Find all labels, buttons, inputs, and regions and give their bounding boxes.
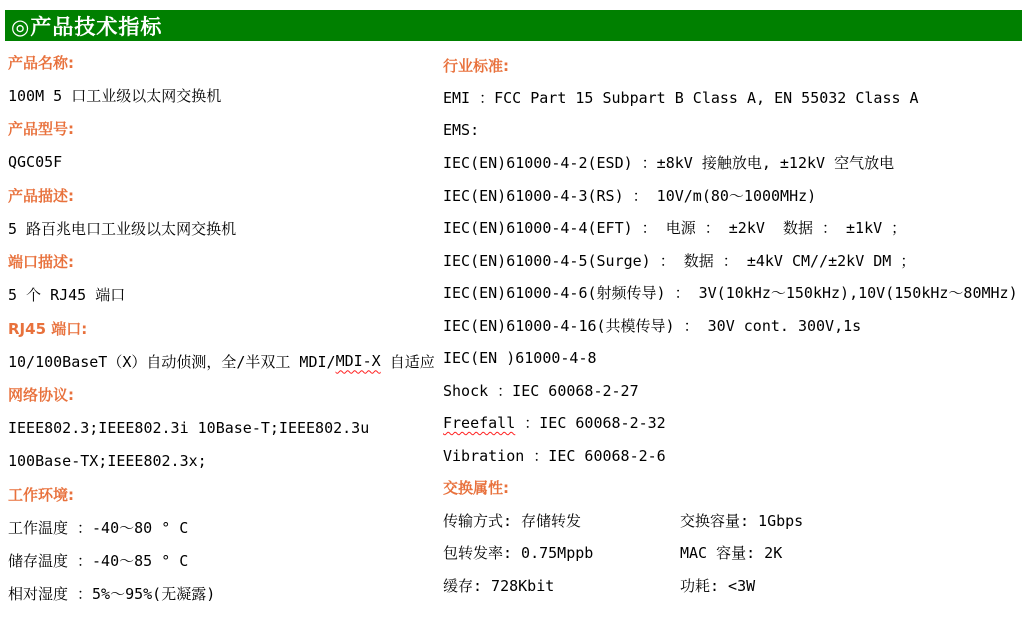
- spec-line: [8, 345, 443, 378]
- spec-line-text: 自适应: [380, 352, 435, 371]
- spec-line: 5 个 RJ45 端口: [8, 286, 126, 305]
- content: [0, 41, 1029, 610]
- attr-row: [443, 504, 1029, 537]
- right-column: [443, 41, 1029, 610]
- attr-cell: 功耗: <3W: [680, 576, 756, 595]
- heading-product-description: 产品描述:: [8, 186, 74, 205]
- section-header-bar: [5, 10, 1022, 41]
- attr-cell: 包转发率: 0.75Mppb: [443, 544, 594, 563]
- heading-industry-standard: 行业标准:: [443, 56, 509, 75]
- attr-cell: 交换容量: 1Gbps: [680, 511, 804, 530]
- spec-line: IEC(EN )61000-4-8: [443, 348, 597, 367]
- spec-line: EMS:: [443, 121, 480, 140]
- spec-line: QGC05F: [8, 153, 63, 172]
- heading-working-environment: 工作环境:: [8, 485, 74, 504]
- attr-cell: MAC 容量: 2K: [680, 544, 783, 563]
- left-column: [8, 41, 443, 610]
- spec-line-text: 10/100BaseT（X）自动侦测，全/半双工 MDI/: [8, 352, 336, 371]
- heading-port-description: 端口描述:: [8, 253, 74, 272]
- heading-switch-attributes: 交换属性:: [443, 479, 509, 498]
- attr-row: [443, 537, 1029, 570]
- spec-line: EMI ：FCC Part 15 Subpart B Class A, EN 55032 Class A: [443, 89, 919, 108]
- spec-line: IEC(EN)61000-4-6(射频传导) ： 3V(10kHz～150kHz),10V(150kHz～80MHz): [443, 284, 1018, 303]
- spec-line: 100M 5 口工业级以太网交换机: [8, 87, 222, 106]
- heading-rj45-port: RJ45 端口:: [8, 319, 88, 338]
- spec-line: IEC(EN)61000-4-4(EFT) ： 电源 ： ±2kV 数据 ： ±1kV ；: [443, 219, 907, 238]
- switch-attributes-grid: [443, 504, 1029, 602]
- spellcheck-underlined-text: Freefall: [443, 413, 516, 432]
- attr-cell: 传输方式: 存储转发: [443, 511, 582, 530]
- spec-line: Vibration ：IEC 60068-2-6: [443, 446, 666, 465]
- spec-line: IEC(EN)61000-4-2(ESD) ：±8kV 接触放电, ±12kV 空气放电: [443, 154, 895, 173]
- spellcheck-underlined-text: MDI-X: [335, 352, 381, 371]
- spec-line: IEEE802.3;IEEE802.3i 10Base-T;IEEE802.3u: [8, 418, 370, 437]
- spec-line: Shock ：IEC 60068-2-27: [443, 381, 639, 400]
- spec-line: IEC(EN)61000-4-16(共模传导) ： 30V cont. 300V,1s: [443, 316, 862, 335]
- spec-line: IEC(EN)61000-4-3(RS) ： 10V/m(80～1000MHz): [443, 186, 817, 205]
- attr-row: [443, 569, 1029, 602]
- heading-product-model: 产品型号:: [8, 120, 74, 139]
- page-title: ◎产品技术指标: [11, 14, 163, 39]
- spec-line: 相对湿度 ：5%～95%(无凝露): [8, 585, 216, 604]
- heading-product-name: 产品名称:: [8, 54, 74, 73]
- attr-cell: 缓存: 728Kbit: [443, 576, 555, 595]
- spec-line: 5 路百兆电口工业级以太网交换机: [8, 220, 237, 239]
- spec-line-text: ：IEC 60068-2-32: [515, 414, 666, 433]
- spec-line: 100Base-TX;IEEE802.3x;: [8, 451, 207, 470]
- heading-network-protocol: 网络协议:: [8, 385, 74, 404]
- spec-line: 储存温度 ：-40～85 ° C: [8, 551, 189, 570]
- spec-line: 工作温度 ：-40～80 ° C: [8, 518, 189, 537]
- spec-line: [443, 407, 1029, 440]
- spec-line: IEC(EN)61000-4-5(Surge) ： 数据 ： ±4kV CM//±2kV DM ；: [443, 251, 916, 270]
